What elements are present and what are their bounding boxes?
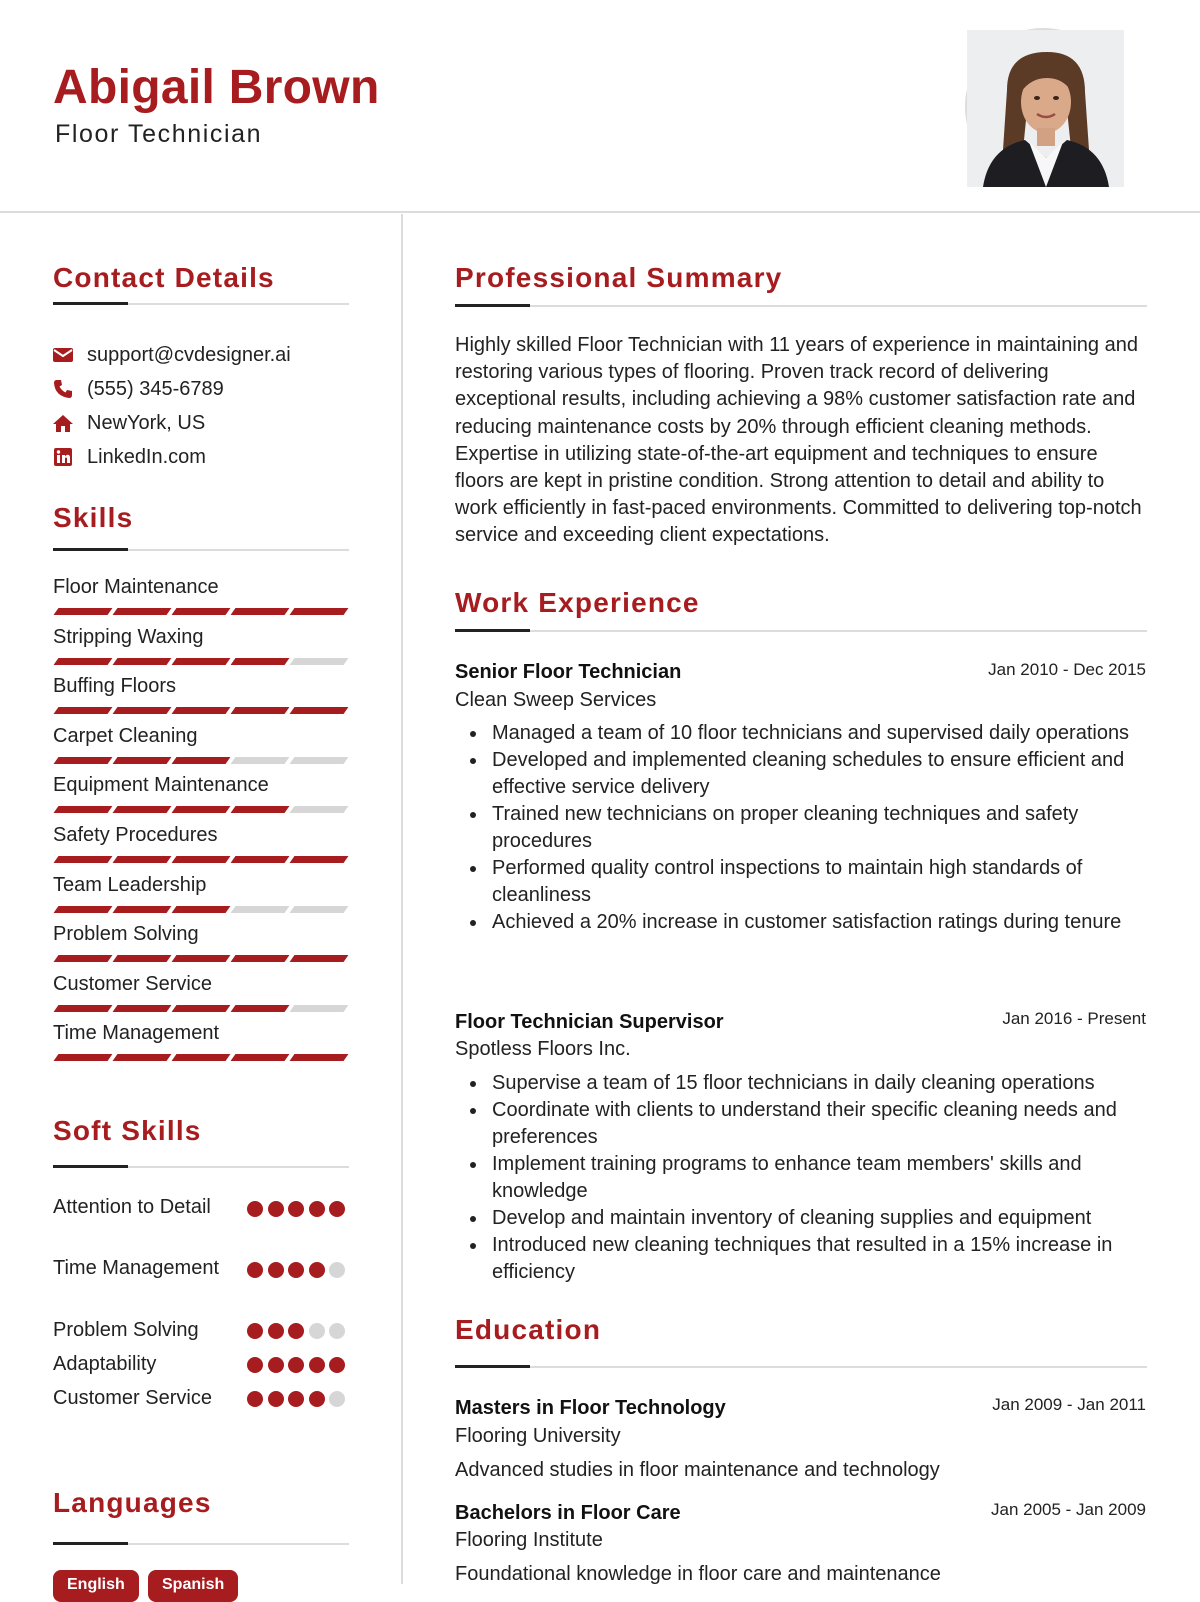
contact-location-text: NewYork, US <box>87 411 206 434</box>
rating-dot <box>309 1323 325 1339</box>
soft-skill-rating <box>247 1262 347 1278</box>
soft-skill-rating <box>247 1323 347 1339</box>
skill-level-segment <box>290 806 349 813</box>
skill-name: Safety Procedures <box>53 824 218 846</box>
skill-level-bar <box>53 1005 349 1012</box>
rating-dot <box>268 1201 284 1217</box>
job-company: Clean Sweep Services <box>455 689 657 711</box>
skill-level-segment <box>290 906 349 913</box>
skill-level-segment <box>54 955 113 962</box>
rating-dot <box>247 1391 263 1407</box>
skill-level-segment <box>172 1054 231 1061</box>
education-heading-rule <box>455 1366 1147 1368</box>
summary-heading: Professional Summary <box>455 262 783 293</box>
rating-dot <box>247 1201 263 1217</box>
contact-phone[interactable] <box>53 376 224 402</box>
summary-heading-accent <box>455 304 530 307</box>
experience-heading: Work Experience <box>455 587 700 618</box>
skill-level-segment <box>290 608 349 615</box>
resume-header <box>0 0 1200 213</box>
job-company: Spotless Floors Inc. <box>455 1038 631 1060</box>
job-bullet: Supervise a team of 15 floor technicians in daily cleaning operations <box>455 1070 1147 1097</box>
rating-dot <box>268 1391 284 1407</box>
education-heading: Education <box>455 1314 602 1345</box>
education-school: Flooring University <box>455 1425 621 1447</box>
skill-level-segment <box>290 707 349 714</box>
skill-level-bar <box>53 906 349 913</box>
soft-skill-name: Adaptability <box>53 1353 157 1375</box>
rating-dot <box>288 1201 304 1217</box>
skill-name: Team Leadership <box>53 873 207 896</box>
skill-level-segment <box>172 757 231 764</box>
candidate-title: Floor Technician <box>55 120 263 148</box>
skill-level-segment <box>113 707 172 714</box>
experience-heading-accent <box>455 629 530 632</box>
soft-skill-name: Attention to Detail <box>53 1196 211 1218</box>
skill-name: Time Management <box>53 1022 219 1045</box>
skill-level-segment <box>231 806 290 813</box>
envelope-icon <box>53 345 73 365</box>
education-description: Advanced studies in floor maintenance and technology <box>455 1459 940 1481</box>
job-bullet: Achieved a 20% increase in customer satisfaction ratings during tenure <box>455 909 1147 936</box>
skill-level-segment <box>54 1054 113 1061</box>
skill-level-segment <box>113 1005 172 1012</box>
skill-level-bar <box>53 608 349 615</box>
skill-level-segment <box>172 658 231 665</box>
rating-dot <box>329 1262 345 1278</box>
rating-dot <box>329 1357 345 1373</box>
education-dates: Jan 2005 - Jan 2009 <box>990 1500 1146 1519</box>
contact-heading: Contact Details <box>53 262 275 293</box>
soft-skill-name: Problem Solving <box>53 1319 199 1341</box>
summary-text: Highly skilled Floor Technician with 11 years of experience in maintaining and restoring various types of flooring. Proven track record of delivering exceptional results, including achieving a 98% customer satisfaction rate and reducing maintenance costs by 20% through efficient cleaning methods. Expertise in utilizing state-of-the-art equipment and techniques to ensure floors are kept in pristine condition. Strong attention to detail and ability to work efficiently in fast-paced environments. Committed to delivering top-notch service and exceeding client expectations. <box>455 334 1142 547</box>
skill-level-segment <box>231 1054 290 1061</box>
skill-level-segment <box>54 757 113 764</box>
skill-level-bar <box>53 658 349 665</box>
skill-level-segment <box>54 707 113 714</box>
rating-dot <box>329 1201 345 1217</box>
skill-level-segment <box>54 608 113 615</box>
languages-heading-accent <box>53 1542 128 1545</box>
skill-level-segment <box>172 806 231 813</box>
soft-skill-name: Time Management <box>53 1257 219 1279</box>
contact-linkedin-text: LinkedIn.com <box>87 445 206 468</box>
skill-level-segment <box>54 1005 113 1012</box>
rating-dot <box>309 1201 325 1217</box>
contact-email-text: support@cvdesigner.ai <box>87 343 291 366</box>
job-bullet: Performed quality control inspections to maintain high standards of cleanliness <box>455 855 1147 909</box>
skill-name: Equipment Maintenance <box>53 774 269 797</box>
summary-heading-rule <box>455 305 1147 307</box>
skill-level-segment <box>231 856 290 863</box>
skill-level-segment <box>231 757 290 764</box>
rating-dot <box>309 1391 325 1407</box>
skill-level-segment <box>172 707 231 714</box>
skill-name: Stripping Waxing <box>53 625 204 648</box>
job-bullet: Develop and maintain inventory of cleaning supplies and equipment <box>455 1205 1147 1232</box>
phone-icon <box>53 379 73 399</box>
skill-name: Customer Service <box>53 972 212 995</box>
skill-level-segment <box>113 658 172 665</box>
soft-skill-name: Customer Service <box>53 1387 212 1409</box>
language-pill: Spanish <box>148 1570 238 1602</box>
skill-level-segment <box>290 757 349 764</box>
skill-level-segment <box>290 1054 349 1061</box>
soft-skill-rating <box>247 1391 347 1407</box>
rating-dot <box>329 1323 345 1339</box>
contact-email[interactable] <box>53 342 291 368</box>
education-school: Flooring Institute <box>455 1529 603 1551</box>
job-bullet: Coordinate with clients to understand their specific cleaning needs and preferences <box>455 1097 1147 1151</box>
skill-level-segment <box>172 1005 231 1012</box>
column-divider <box>401 214 403 1584</box>
soft-skill-rating <box>247 1201 347 1217</box>
skill-level-bar <box>53 707 349 714</box>
job-bullet: Managed a team of 10 floor technicians and supervised daily operations <box>455 720 1147 747</box>
skill-level-segment <box>172 906 231 913</box>
skill-level-segment <box>54 806 113 813</box>
skill-level-segment <box>113 906 172 913</box>
skill-level-segment <box>113 856 172 863</box>
job-title: Floor Technician Supervisor <box>455 1011 724 1033</box>
skill-level-segment <box>54 658 113 665</box>
rating-dot <box>288 1357 304 1373</box>
soft-skills-heading-accent <box>53 1165 128 1168</box>
skill-level-segment <box>113 608 172 615</box>
skill-level-segment <box>113 955 172 962</box>
rating-dot <box>268 1357 284 1373</box>
job-bullet: Developed and implemented cleaning schedules to ensure efficient and effective service delivery <box>455 747 1147 801</box>
rating-dot <box>288 1262 304 1278</box>
skills-heading-accent <box>53 548 128 551</box>
skill-level-segment <box>231 707 290 714</box>
rating-dot <box>268 1323 284 1339</box>
profile-photo <box>965 28 1122 185</box>
job-bullet: Trained new technicians on proper cleaning techniques and safety procedures <box>455 801 1147 855</box>
job-dates: Jan 2016 - Present <box>1002 1009 1146 1028</box>
rating-dot <box>309 1357 325 1373</box>
experience-heading-rule <box>455 630 1147 632</box>
skill-level-bar <box>53 757 349 764</box>
job-bullet: Introduced new cleaning techniques that resulted in a 15% increase in efficiency <box>455 1232 1147 1286</box>
skill-name: Carpet Cleaning <box>53 724 198 747</box>
skill-level-bar <box>53 955 349 962</box>
job-bullet: Implement training programs to enhance team members' skills and knowledge <box>455 1151 1147 1205</box>
skill-level-segment <box>113 806 172 813</box>
skill-level-segment <box>231 658 290 665</box>
skill-level-segment <box>172 856 231 863</box>
skill-level-segment <box>231 608 290 615</box>
education-degree: Masters in Floor Technology <box>455 1397 726 1419</box>
rating-dot <box>268 1262 284 1278</box>
contact-phone-text: (555) 345-6789 <box>87 377 224 400</box>
skill-level-segment <box>172 955 231 962</box>
linkedin-icon <box>53 447 73 467</box>
soft-skill-rating <box>247 1357 347 1373</box>
home-icon <box>53 413 73 433</box>
skill-name: Problem Solving <box>53 923 199 946</box>
job-bullets <box>455 720 1147 936</box>
rating-dot <box>288 1323 304 1339</box>
skill-level-segment <box>54 856 113 863</box>
rating-dot <box>247 1357 263 1373</box>
skill-level-segment <box>231 955 290 962</box>
rating-dot <box>329 1391 345 1407</box>
contact-heading-accent <box>53 302 128 305</box>
skill-level-segment <box>290 1005 349 1012</box>
soft-skills-heading: Soft Skills <box>53 1115 202 1146</box>
skill-level-segment <box>231 1005 290 1012</box>
skill-level-segment <box>113 1054 172 1061</box>
job-bullets <box>455 1070 1147 1286</box>
job-dates: Jan 2010 - Dec 2015 <box>988 660 1146 679</box>
skill-level-segment <box>290 955 349 962</box>
profile-photo-illustration <box>967 30 1124 187</box>
skill-name: Floor Maintenance <box>53 576 219 598</box>
rating-dot <box>288 1391 304 1407</box>
languages-heading: Languages <box>53 1487 212 1518</box>
rating-dot <box>309 1262 325 1278</box>
skills-heading: Skills <box>53 502 134 533</box>
candidate-name: Abigail Brown <box>53 61 380 114</box>
skill-level-segment <box>231 906 290 913</box>
skill-level-bar <box>53 856 349 863</box>
job-title: Senior Floor Technician <box>455 661 682 683</box>
skill-level-segment <box>113 757 172 764</box>
education-dates: Jan 2009 - Jan 2011 <box>992 1395 1146 1414</box>
contact-location <box>53 410 205 436</box>
education-heading-accent <box>455 1365 530 1368</box>
education-description: Foundational knowledge in floor care and maintenance <box>455 1563 941 1585</box>
skill-name: Buffing Floors <box>53 675 177 698</box>
skill-level-segment <box>172 608 231 615</box>
rating-dot <box>247 1262 263 1278</box>
education-degree: Bachelors in Floor Care <box>455 1502 681 1524</box>
skill-level-bar <box>53 806 349 813</box>
skill-level-segment <box>54 906 113 913</box>
rating-dot <box>247 1323 263 1339</box>
skill-level-segment <box>290 658 349 665</box>
contact-linkedin[interactable] <box>53 444 206 470</box>
language-pill: English <box>53 1570 139 1602</box>
skill-level-segment <box>290 856 349 863</box>
skill-level-bar <box>53 1054 349 1061</box>
